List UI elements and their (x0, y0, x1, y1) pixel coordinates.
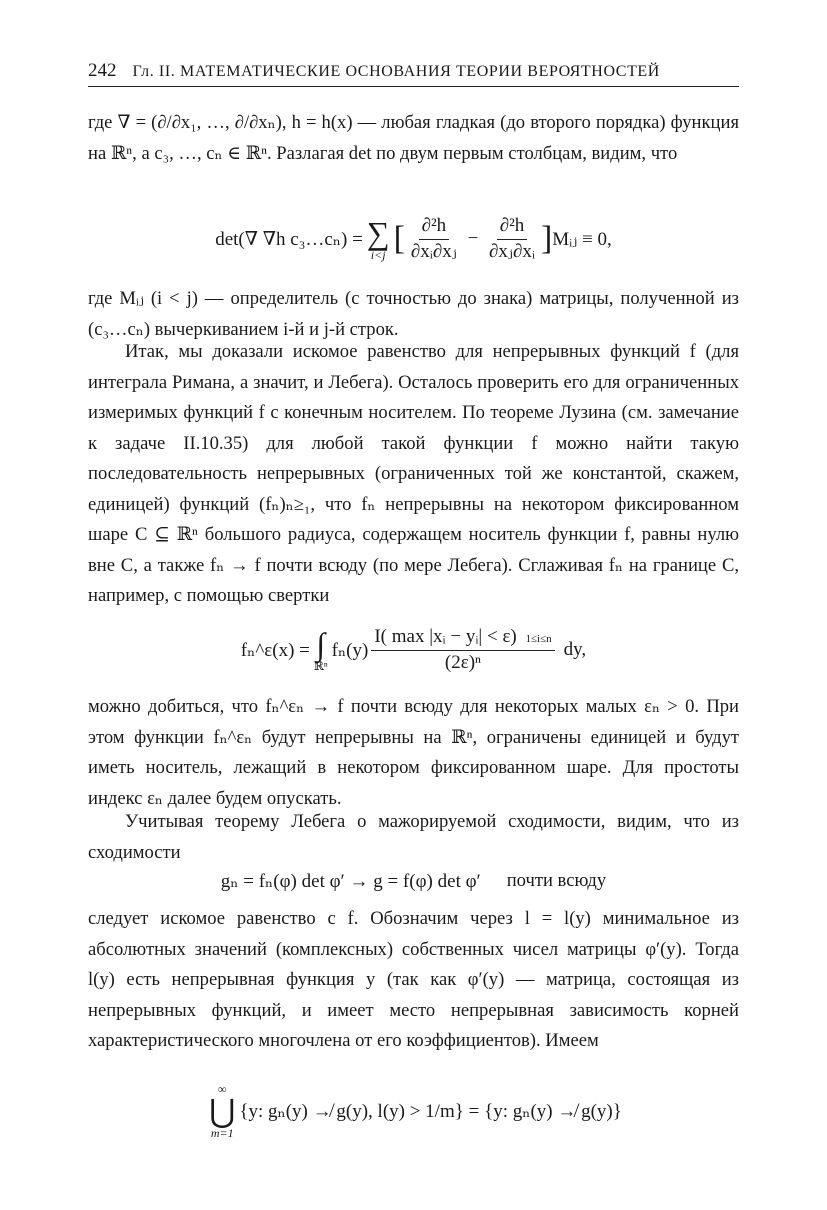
eq2-rhs: dy, (563, 639, 587, 660)
eq2-lhs: fₙ^ε(x) = (240, 639, 310, 661)
chapter-title: Гл. II. МАТЕМАТИЧЕСКИЕ ОСНОВАНИЯ ТЕОРИИ ВЕРОЯТНОСТЕЙ (132, 63, 660, 80)
paragraph-6: следует искомое равенство с f. Обозначим через l = l(y) минимальное из абсолютных значений (комплексных) собственных чисел матрицы φ′(y). Тогда l(y) есть непрерывная функция y (так как φ′(y) — матрица, состоящая из непрерывных функций, и имеет место непрерывная зависимость корней характеристического многочлена от его коэффициентов). Имеем (88, 908, 739, 1051)
fraction-1: $\frac{\text{∂²h}}{\text{∂xᵢ∂xⱼ}}$ (410, 214, 457, 262)
sum-operator: ∑ i<j (366, 215, 390, 262)
equation-det: det(∇ ∇h c₃…cₙ) = ∑ i<j [ $\frac{\text{∂²h}}{\text{∂xᵢ∂xⱼ}}$ − $\frac{\text{∂²h}}{\text{∂xⱼ∂xᵢ}}$ ] Mᵢⱼ ≡ 0, (215, 214, 612, 262)
eq1-lhs: det(∇ ∇h c₃…cₙ) = (215, 228, 363, 250)
eq4-body: {y: gₙ(y) ↛ g(y), l(y) > 1/m} = {y: gₙ(y) ↛ g(y)} (239, 1100, 622, 1122)
paragraph-1: где ∇ = (∂/∂x₁, …, ∂/∂xₙ), h = h(x) — любая гладкая (до второго порядка) функция на ℝⁿ, а c₃, …, cₙ ∈ ℝⁿ. Разлагая det по двум первым столбцам, видим, что (88, 112, 739, 164)
equation-convergence (88, 863, 739, 899)
fraction-kernel: $\frac{\text{I( max |xᵢ − yᵢ| < ε) 1≤i≤n}}{\text{(2ε)ⁿ}}$ (371, 627, 554, 674)
eq3-text: почти всюду (506, 870, 607, 891)
paragraph-2: где Mᵢⱼ (i < j) — определитель (с точностью до знака) матрицы, полученной из (c₃…cₙ) вычеркиванием i-й и j-й строк. (88, 288, 739, 340)
paragraph-5: Учитывая теорему Лебега о мажорируемой сходимости, видим, что из сходимости (88, 811, 739, 863)
fraction-2: $\frac{\text{∂²h}}{\text{∂xⱼ∂xᵢ}}$ (489, 214, 535, 262)
union-operator: ∞ ⋃ m=1 (209, 1082, 236, 1140)
equation-convolution (88, 613, 739, 687)
eq1-rhs: Mᵢⱼ ≡ 0, (552, 228, 612, 250)
eq3-formula: gₙ = fₙ(φ) det φ′ → g = f(φ) det φ′ (220, 870, 481, 892)
eq2-mid: fₙ(y) (331, 639, 369, 661)
sum-index: i<j (370, 248, 386, 262)
integral-operator: ∫ ℝⁿ (313, 626, 328, 673)
equation-union (88, 1073, 739, 1149)
paragraph-3: Итак, мы доказали искомое равенство для непрерывных функций f (для интеграла Римана, а значит, и Лебега). Осталось проверить его для ограниченных измеримых функций f с конечным носителем. По теореме Лузина (см. замечание к задаче II.10.35) для любой такой функции f можно найти такую последовательность непрерывных (ограниченных той же константой, скажем, единицей) функций (fₙ)ₙ≥₁, что fₙ непрерывны на некотором фиксированном шаре C ⊆ ℝⁿ большого радиуса, содержащем носитель функции f, равны нулю вне C, а также fₙ → f почти всюду (по мере Лебега). Сглаживая fₙ на границе C, например, с помощью свертки (88, 341, 739, 606)
paragraph-4: можно добиться, что fₙ^εₙ → f почти всюду для некоторых малых εₙ > 0. При этом функции fₙ^εₙ будут непрерывны на ℝⁿ, ограничены единицей и будут иметь носитель, лежащий в некотором фиксированном шаре. Для простоты индекс εₙ далее будем опускать. (88, 696, 739, 809)
integral-domain: ℝⁿ (313, 659, 328, 673)
running-header (88, 58, 739, 87)
page-number: 242 (88, 60, 117, 81)
